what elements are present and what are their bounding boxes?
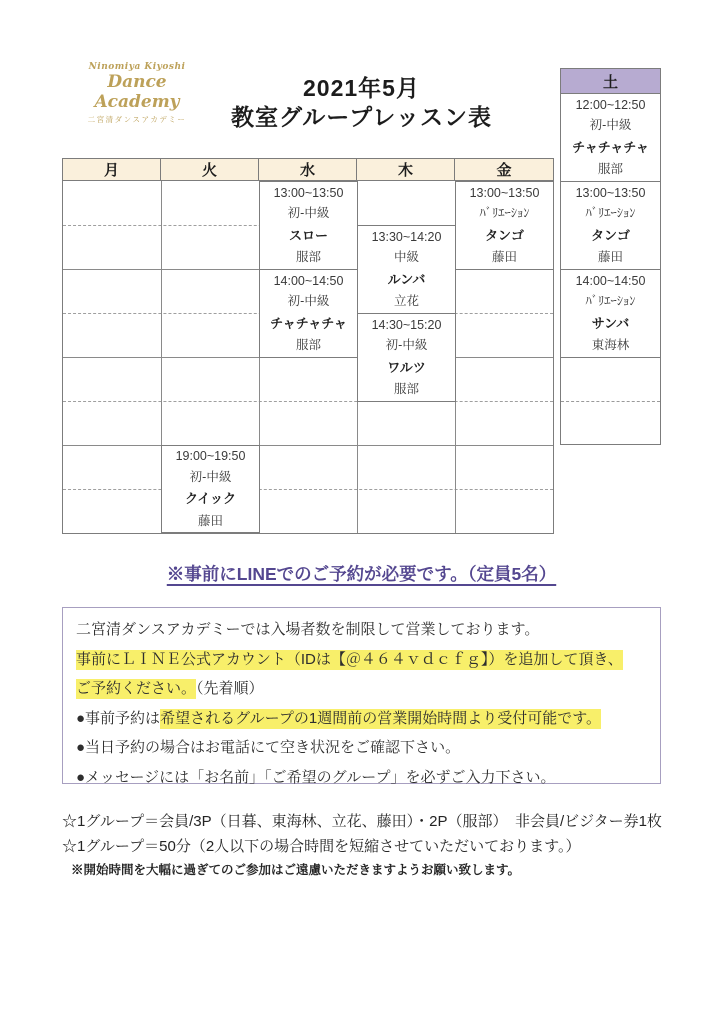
lesson-time: 13:30~14:20: [371, 229, 442, 244]
lesson-time: 14:00~14:50: [575, 273, 646, 288]
lesson-level: 初-中級: [287, 294, 330, 309]
lesson-level: ﾊﾞﾘｴｰｼｮﾝ: [585, 206, 636, 221]
lesson-block-thu-1430: [357, 313, 456, 402]
lesson-dance: ワルツ: [387, 359, 426, 375]
footnote-2: ☆1グループ＝50分（2人以下の場合時間を短縮させていただいております。）: [62, 838, 581, 855]
lesson-dance: チャチャチャ: [572, 139, 649, 155]
header-cell-mon: 月: [63, 159, 161, 180]
footnote-1: ☆1グループ＝会員/3P（日暮、東海林、立花、藤田）・2P（服部） 非会員/ビジター券1枚: [62, 813, 662, 830]
lesson-time: 14:30~15:20: [371, 317, 442, 332]
schedule-table: [62, 158, 554, 534]
logo-subtitle: 二宮清ダンスアカデミー: [87, 115, 187, 124]
dashed-divider: [561, 401, 660, 402]
lesson-dance: タンゴ: [484, 227, 524, 243]
schedule-grid: [63, 181, 553, 533]
info-bullet-1: [76, 704, 648, 734]
info-line-1: 二宮清ダンスアカデミーでは入場者数を制限して営業しております。: [76, 621, 540, 638]
lesson-dance: クイック: [184, 491, 237, 507]
lesson-time: 19:00~19:50: [175, 449, 246, 464]
lesson-dance: スロー: [288, 227, 328, 243]
lesson-block-sat-1300: [561, 182, 660, 270]
lesson-level: 初-中級: [189, 469, 232, 484]
highlighted-text: ご予約ください。: [76, 680, 197, 697]
lesson-block-wed-1400: [259, 269, 358, 358]
footnotes: [62, 809, 702, 881]
logo-script-main: Dance Academy: [94, 72, 180, 112]
grid-line: [63, 401, 553, 402]
lesson-time: 13:00~13:50: [469, 185, 540, 200]
reservation-info-box: [62, 607, 661, 784]
lesson-block-wed-1300: [259, 181, 358, 270]
lesson-teacher: 立花: [393, 294, 419, 309]
saturday-column: [560, 68, 661, 445]
title-line-1: 2021年5月: [303, 75, 420, 101]
lesson-block-thu-1330: [357, 225, 456, 314]
grid-line: [63, 445, 553, 446]
lesson-teacher: 服部: [295, 338, 321, 353]
lesson-dance: チャチャチャ: [270, 315, 347, 331]
lesson-time: 14:00~14:50: [273, 273, 344, 288]
header-cell-fri: 金: [496, 162, 512, 179]
lesson-time: 13:00~13:50: [273, 185, 344, 200]
lesson-time: 12:00~12:50: [575, 97, 646, 112]
lesson-level: ﾊﾞﾘｴｰｼｮﾝ: [585, 294, 636, 309]
header-cell-thu: 木: [357, 159, 455, 180]
lesson-level: 中級: [393, 250, 419, 265]
plain-text: （先着順）: [196, 680, 264, 697]
info-bullet-3: ●メッセージには「お名前」「ご希望のグループ」を必ずご入力下さい。: [76, 768, 556, 786]
lesson-teacher: 藤田: [197, 513, 223, 528]
notice-text: ※事前にLINEでのご予約が必要です。（定員5名）: [166, 564, 557, 584]
lesson-teacher: 服部: [393, 382, 419, 397]
info-line-2: [76, 645, 648, 675]
highlighted-text: 事前にＬＩＮＥ公式アカウント（IDは【＠４６４ｖｄｃｆｇ】）を追加して頂き、: [76, 650, 623, 668]
footnote-3: ※開始時間を大幅に過ぎてのご参加はご遠慮いただきますようお願い致します。: [71, 863, 521, 877]
lesson-teacher: 藤田: [597, 250, 623, 265]
lesson-dance: タンゴ: [590, 227, 630, 243]
saturday-header-cell: 土: [561, 69, 660, 94]
lesson-level: 初-中級: [287, 206, 330, 221]
lesson-level: 初-中級: [385, 338, 428, 353]
reservation-notice-heading: [0, 561, 723, 586]
grid-line: [63, 489, 553, 490]
lesson-block-sat-1200: [561, 94, 660, 182]
header-cell-tue: 火: [161, 159, 259, 180]
plain-text: ●事前予約は: [76, 709, 161, 727]
header-cell-wed: 水: [259, 159, 357, 180]
lesson-teacher: 服部: [295, 250, 321, 265]
lesson-level: ﾊﾞﾘｴｰｼｮﾝ: [479, 206, 530, 221]
info-bullet-2: ●当日予約の場合はお電話にて空き状況をご確認下さい。: [76, 739, 461, 756]
logo-script-top: Ninomiya Kiyoshi: [88, 62, 186, 72]
lesson-dance: サンバ: [591, 315, 630, 331]
highlighted-text: 希望されるグループの1週間前の営業開始時間より受付可能です。: [160, 709, 602, 727]
title-line-2: 教室グループレッスン表: [230, 104, 492, 130]
lesson-block-fri-1300: [455, 181, 554, 270]
lesson-teacher: 東海林: [591, 338, 630, 353]
lesson-time: 13:00~13:50: [575, 185, 646, 200]
lesson-level: 初-中級: [589, 118, 632, 133]
weekday-header-row: [63, 159, 553, 181]
info-line-3: [76, 674, 648, 704]
lesson-teacher: 服部: [597, 162, 623, 177]
saturday-empty-cell: [561, 358, 660, 444]
lesson-block-tue-1900: [161, 445, 260, 533]
lesson-dance: ルンバ: [387, 271, 426, 287]
lesson-block-sat-1400: [561, 270, 660, 358]
lesson-teacher: 藤田: [491, 250, 517, 265]
